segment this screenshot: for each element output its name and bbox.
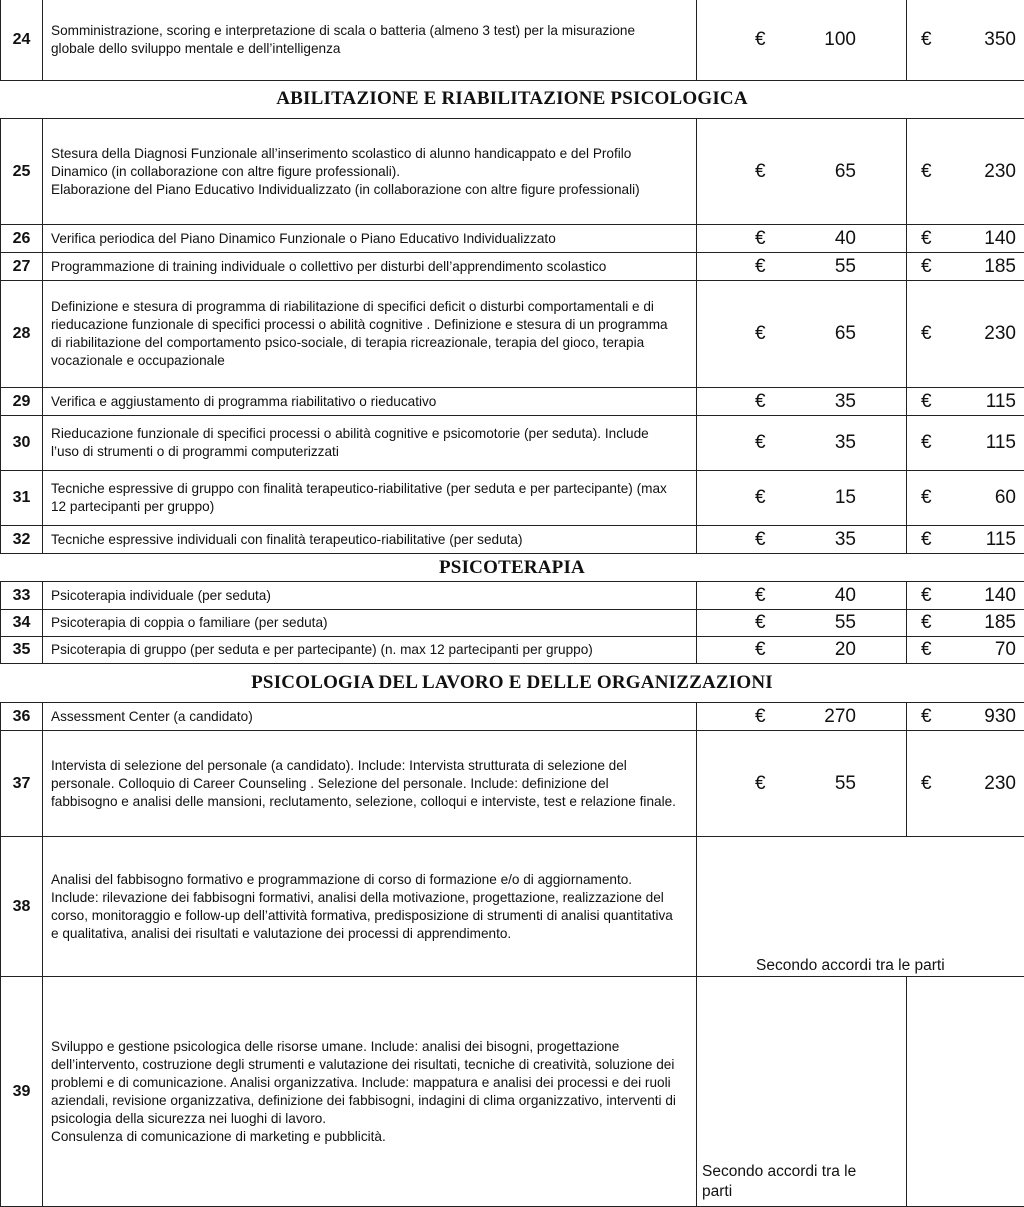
euro-symbol: € (921, 432, 932, 454)
table-row (1, 471, 1024, 526)
row-description: Intervista di selezione del personale (a candidato). Include: Intervista strutturata di selezione del personale. Colloquio di Career Counseling . Selezione del personale. Include: definizione del fabbisogno e analisi delle mansioni, reclutamento, selezione, colloqui e interviste, test e relazione finale. (43, 731, 697, 837)
max-fee-cell (907, 388, 1024, 416)
row-number: 35 (1, 637, 43, 664)
euro-symbol: € (921, 612, 932, 634)
max-fee: 350 (984, 29, 1016, 51)
max-fee-cell (907, 526, 1024, 554)
min-fee: 100 (824, 29, 856, 51)
table-row (1, 0, 1024, 81)
table-row (1, 582, 1024, 610)
row-number: 31 (1, 471, 43, 526)
table-row (1, 526, 1024, 554)
min-fee-cell (697, 637, 907, 664)
max-fee-cell (907, 281, 1024, 388)
euro-symbol: € (755, 487, 766, 509)
max-fee: 230 (984, 161, 1016, 183)
max-fee-cell (907, 637, 1024, 664)
euro-symbol: € (755, 29, 766, 51)
row-description: Tecniche espressive di gruppo con finalità terapeutico-riabilitative (per seduta e per partecipante) (max 12 partecipanti per gruppo) (43, 471, 697, 526)
row-number: 29 (1, 388, 43, 416)
euro-symbol: € (755, 391, 766, 413)
row-description: Rieducazione funzionale di specifici processi o abilità cognitive e psicomotorie (per seduta). Include l’uso di strumenti o di programmi computerizzati (43, 416, 697, 471)
min-fee: 40 (835, 228, 856, 250)
min-fee-cell (697, 388, 907, 416)
tariff-table-part-3 (0, 581, 1024, 664)
row-description: Psicoterapia di coppia o familiare (per seduta) (43, 610, 697, 637)
section-title-abilitazione: ABILITAZIONE E RIABILITAZIONE PSICOLOGICA (0, 88, 1024, 110)
row-number: 34 (1, 610, 43, 637)
euro-symbol: € (921, 529, 932, 551)
max-fee-cell (907, 0, 1024, 81)
min-fee: 40 (835, 585, 856, 607)
euro-symbol: € (755, 585, 766, 607)
euro-symbol: € (921, 639, 932, 661)
tariff-table-part-4 (0, 702, 1024, 1207)
euro-symbol: € (755, 432, 766, 454)
table-row (1, 637, 1024, 664)
row-description: Psicoterapia di gruppo (per seduta e per partecipante) (n. max 12 partecipanti per gruppo) (43, 637, 697, 664)
euro-symbol: € (755, 323, 766, 345)
max-fee-cell (907, 225, 1024, 253)
min-fee: 55 (835, 256, 856, 278)
table-row (1, 416, 1024, 471)
min-fee: 15 (835, 487, 856, 509)
euro-symbol: € (921, 773, 932, 795)
table-row (1, 837, 1024, 977)
min-fee-cell (697, 281, 907, 388)
row-description: Definizione e stesura di programma di riabilitazione di specifici deficit o disturbi comportamentali e di rieducazione funzionale di specifici processi o abilità cognitive . Definizione e stesura di un programma di riabilitazione del comportamento psico-sociale, di terapia ricreazionale, terapia del gioco, terapia vocazionale e occupazionale (43, 281, 697, 388)
max-fee-cell (907, 119, 1024, 225)
min-fee-cell (697, 526, 907, 554)
table-row (1, 610, 1024, 637)
section-title-psicoterapia: PSICOTERAPIA (0, 557, 1024, 579)
section-title-lavoro: PSICOLOGIA DEL LAVORO E DELLE ORGANIZZAZIONI (0, 672, 1024, 694)
max-fee-cell (907, 731, 1024, 837)
min-fee: 35 (835, 432, 856, 454)
max-fee: 230 (984, 773, 1016, 795)
euro-symbol: € (921, 29, 932, 51)
table-row (1, 388, 1024, 416)
euro-symbol: € (921, 228, 932, 250)
euro-symbol: € (755, 161, 766, 183)
max-fee-cell (907, 471, 1024, 526)
row-description: Stesura della Diagnosi Funzionale all’inserimento scolastico di alunno handicappato e del Profilo Dinamico (in collaborazione con altre figure professionali). Elaborazione del Piano Educativo Individualizzato (in collaborazione con altre figure professionali) (43, 119, 697, 225)
min-fee-cell (697, 0, 907, 81)
row-description: Sviluppo e gestione psicologica delle risorse umane. Include: analisi dei bisogni, progettazione dell’intervento, costruzione degli strumenti e valutazione dei risultati, tecniche di creatività, soluzione dei problemi e di comunicazione. Analisi organizzativa. Include: mappatura e analisi dei processi e dei ruoli aziendali, revisione organizzativa, definizione dei fabbisogni, indagini di clima organizzativo, interventi di psicologia della sicurezza nei luoghi di lavoro. Consulenza di comunicazione di marketing e pubblicità. (43, 977, 697, 1207)
max-fee: 60 (995, 487, 1016, 509)
euro-symbol: € (755, 228, 766, 250)
euro-symbol: € (921, 585, 932, 607)
euro-symbol: € (921, 487, 932, 509)
min-fee-cell (697, 471, 907, 526)
max-fee: 115 (986, 391, 1016, 413)
fee-agreement-cell (697, 837, 1024, 977)
table-row (1, 225, 1024, 253)
max-fee-cell (907, 253, 1024, 281)
table-row (1, 119, 1024, 225)
max-fee: 230 (984, 323, 1016, 345)
row-description: Psicoterapia individuale (per seduta) (43, 582, 697, 610)
min-fee-cell (697, 703, 907, 731)
min-fee: 65 (835, 161, 856, 183)
row-description: Programmazione di training individuale o collettivo per disturbi dell’apprendimento scolastico (43, 253, 697, 281)
min-fee-cell (697, 225, 907, 253)
min-fee-cell (697, 610, 907, 637)
max-fee: 140 (984, 585, 1016, 607)
max-fee-cell (907, 703, 1024, 731)
row-number: 24 (1, 0, 43, 81)
max-fee: 930 (984, 706, 1016, 728)
row-number: 25 (1, 119, 43, 225)
row-description: Verifica periodica del Piano Dinamico Funzionale o Piano Educativo Individualizzato (43, 225, 697, 253)
max-fee: 115 (986, 529, 1016, 551)
euro-symbol: € (755, 612, 766, 634)
euro-symbol: € (921, 706, 932, 728)
row-number: 27 (1, 253, 43, 281)
table-row (1, 253, 1024, 281)
max-fee: 115 (986, 432, 1016, 454)
min-fee-cell (697, 582, 907, 610)
row-description: Analisi del fabbisogno formativo e programmazione di corso di formazione e/o di aggiornamento. Include: rilevazione dei fabbisogni formativi, analisi della motivazione, progettazione, realizzazione del corso, monitoraggio e follow-up dell’attività formativa, predisposizione di strumenti di analisi quantitativa e qualitativa, analisi dei risultati e valutazione dei processi di apprendimento. (43, 837, 697, 977)
max-fee: 70 (995, 639, 1016, 661)
max-fee: 185 (984, 612, 1016, 634)
min-fee: 35 (835, 529, 856, 551)
row-description: Verifica e aggiustamento di programma riabilitativo o rieducativo (43, 388, 697, 416)
min-fee-cell (697, 731, 907, 837)
max-fee: 185 (984, 256, 1016, 278)
euro-symbol: € (921, 161, 932, 183)
min-fee: 55 (835, 773, 856, 795)
row-description: Assessment Center (a candidato) (43, 703, 697, 731)
euro-symbol: € (921, 323, 932, 345)
row-number: 38 (1, 837, 43, 977)
row-number: 28 (1, 281, 43, 388)
min-fee: 55 (835, 612, 856, 634)
min-fee: 20 (835, 639, 856, 661)
agreement-note: Secondo accordi tra le parti (756, 957, 945, 975)
row-description: Somministrazione, scoring e interpretazione di scala o batteria (almeno 3 test) per la misurazione globale dello sviluppo mentale e dell’intelligenza (43, 0, 697, 81)
table-row (1, 281, 1024, 388)
max-fee-cell (907, 610, 1024, 637)
min-fee-cell (697, 416, 907, 471)
max-fee: 140 (984, 228, 1016, 250)
row-number: 39 (1, 977, 43, 1207)
row-number: 33 (1, 582, 43, 610)
max-fee-cell (907, 416, 1024, 471)
euro-symbol: € (755, 706, 766, 728)
min-fee-cell (697, 253, 907, 281)
euro-symbol: € (755, 639, 766, 661)
euro-symbol: € (921, 391, 932, 413)
row-number: 26 (1, 225, 43, 253)
row-number: 32 (1, 526, 43, 554)
min-fee: 270 (824, 706, 856, 728)
euro-symbol: € (921, 256, 932, 278)
max-fee-cell (907, 582, 1024, 610)
row-number: 36 (1, 703, 43, 731)
min-fee: 35 (835, 391, 856, 413)
agreement-note: Secondo accordi tra le parti (702, 1162, 892, 1202)
row-number: 37 (1, 731, 43, 837)
tariff-table-part-1 (0, 0, 1024, 81)
euro-symbol: € (755, 773, 766, 795)
euro-symbol: € (755, 256, 766, 278)
min-fee-cell (697, 119, 907, 225)
table-row (1, 731, 1024, 837)
empty-cell (907, 977, 1024, 1207)
table-row (1, 703, 1024, 731)
euro-symbol: € (755, 529, 766, 551)
row-description: Tecniche espressive individuali con finalità terapeutico-riabilitative (per seduta) (43, 526, 697, 554)
min-fee: 65 (835, 323, 856, 345)
row-number: 30 (1, 416, 43, 471)
tariff-table-part-2 (0, 118, 1024, 554)
